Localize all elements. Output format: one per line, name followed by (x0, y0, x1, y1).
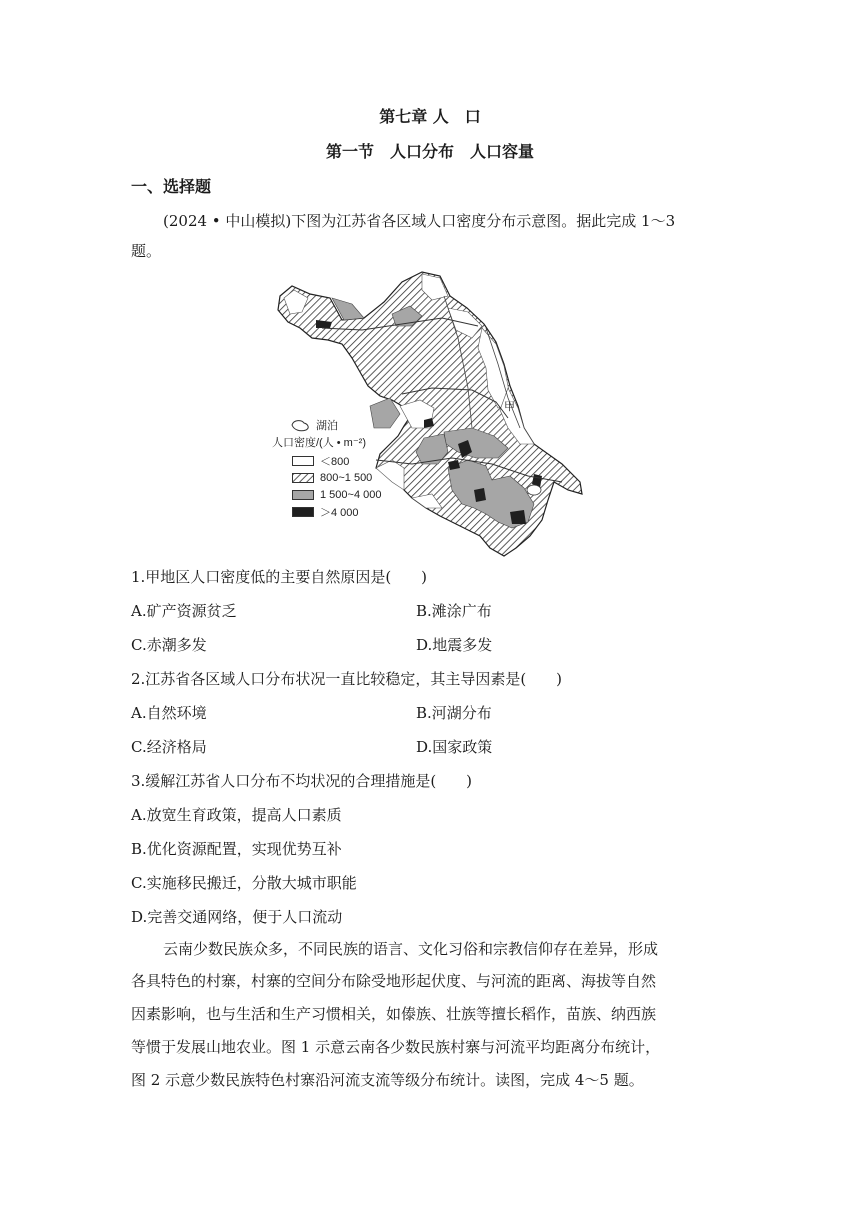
question-2-stem: 2.江苏省各区域人口分布状况一直比较稳定，其主导因素是( ) (131, 670, 563, 688)
legend-lake (290, 416, 381, 434)
q1-option-a[interactable]: A.矿产资源贫乏 (131, 602, 237, 620)
legend-item (292, 503, 381, 520)
q1-option-c[interactable]: C.赤潮多发 (131, 636, 207, 654)
passage-line-3: 因素影响，也与生活和生产习惯相关，如傣族、壮族等擅长稻作，苗族、纳西族 (131, 1005, 657, 1023)
legend-label: 800~1 500 (320, 471, 373, 484)
passage-line-5: 图 2 示意少数民族特色村寨沿河流支流等级分布统计。读图，完成 4～5 题。 (131, 1071, 644, 1089)
legend-swatch-hatch (292, 473, 314, 483)
q3-option-b[interactable]: B.优化资源配置，实现优势互补 (131, 840, 342, 858)
legend-item (292, 452, 381, 469)
legend-title: 人口密度/(人 • m⁻²) (272, 437, 366, 449)
question-3-stem: 3.缓解江苏省人口分布不均状况的合理措施是( ) (131, 772, 473, 790)
passage-line-1: 云南少数民族众多，不同民族的语言、文化习俗和宗教信仰存在差异，形成 (163, 940, 659, 958)
passage-line-4: 等惯于发展山地农业。图 1 示意云南各少数民族村寨与河流平均距离分布统计， (131, 1038, 661, 1056)
legend-lake-label: 湖泊 (316, 420, 338, 432)
q2-option-c[interactable]: C.经济格局 (131, 738, 207, 756)
passage-line-2: 各具特色的村寨，村寨的空间分布除受地形起伏度、与河流的距离、海拔等自然 (131, 972, 657, 990)
legend-swatch-dark (292, 507, 314, 517)
q2-option-d[interactable]: D.国家政策 (416, 738, 493, 756)
q2-option-b[interactable]: B.河湖分布 (416, 704, 492, 722)
chapter-title: 第七章 人 口 (379, 107, 481, 126)
q3-option-a[interactable]: A.放宽生育政策，提高人口素质 (131, 806, 342, 824)
legend-swatch-grey (292, 490, 314, 500)
intro-line-1: (2024 • 中山模拟)下图为江苏省各区域人口密度分布示意图。据此完成 1～3 (163, 212, 676, 230)
legend-item (292, 469, 381, 486)
q3-option-d[interactable]: D.完善交通网络，便于人口流动 (131, 908, 343, 926)
area-jia-label: 甲 (504, 401, 515, 413)
q1-option-b[interactable]: B.滩涂广布 (416, 602, 492, 620)
legend-swatch-white (292, 456, 314, 466)
q1-option-d[interactable]: D.地震多发 (416, 636, 493, 654)
q2-option-a[interactable]: A.自然环境 (131, 704, 207, 722)
legend-item (292, 486, 381, 503)
part-heading: 一、选择题 (131, 177, 212, 196)
lake-icon (290, 418, 312, 432)
legend-label: 1 500~4 000 (320, 488, 382, 501)
legend-label: ＞4 000 (320, 506, 359, 519)
question-1-stem: 1.甲地区人口密度低的主要自然原因是( ) (131, 568, 428, 586)
legend-label: ＜800 (320, 455, 350, 468)
map-legend (272, 416, 381, 520)
intro-line-2: 题。 (131, 242, 162, 260)
q3-option-c[interactable]: C.实施移民搬迁，分散大城市职能 (131, 874, 357, 892)
section-title: 第一节 人口分布 人口容量 (325, 142, 534, 161)
